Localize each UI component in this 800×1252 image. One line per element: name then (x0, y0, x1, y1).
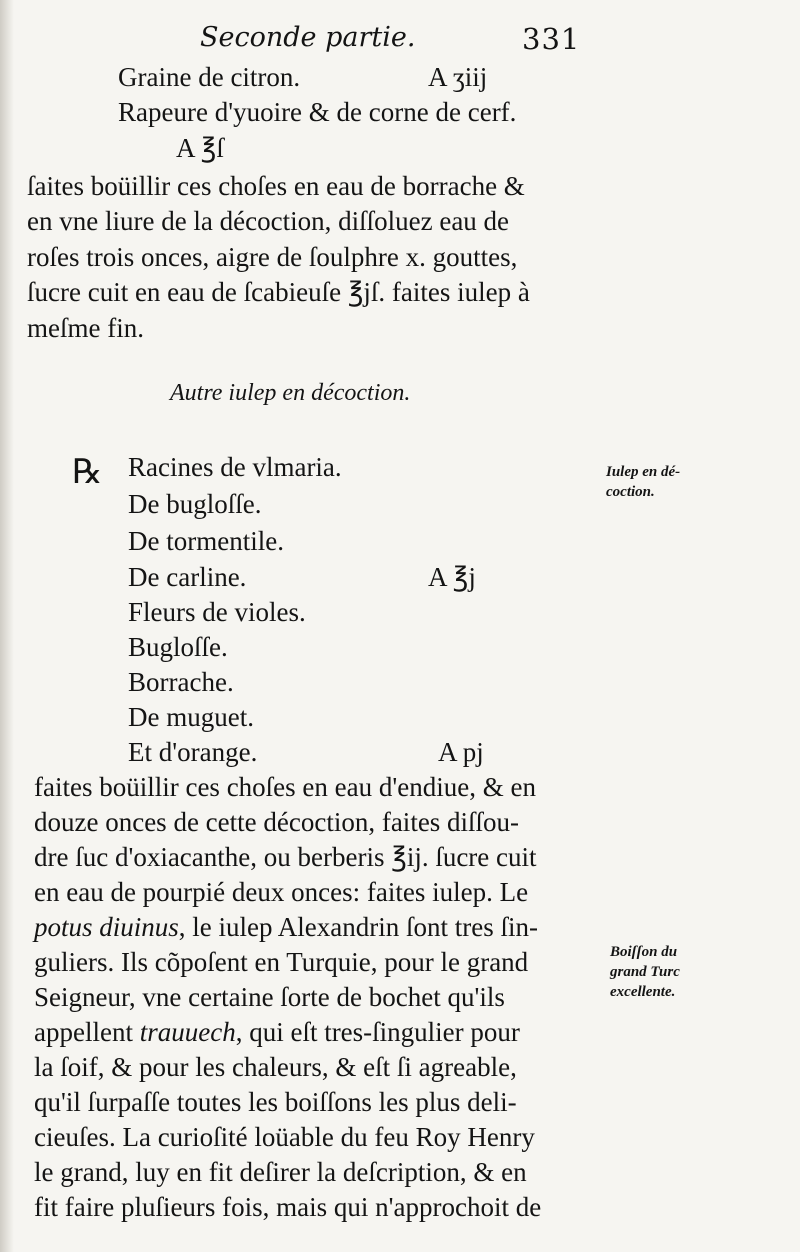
text-line: le grand, luy en fit deſirer la deſcription, & en (34, 1157, 527, 1187)
ingredient-item: Fleurs de violes. (128, 597, 306, 627)
page-gutter-shadow (0, 0, 14, 1252)
text-line: ſaites boüillir ces choſes en eau de borrache & (27, 171, 525, 201)
text-line: guliers. Ils cõpoſent en Turquie, pour le grand (34, 947, 529, 977)
margin-note-beverage (610, 942, 680, 1002)
foreign-term: trauuech (139, 1017, 236, 1047)
ingredient-item: De muguet. (128, 702, 254, 732)
margin-note-line: grand Turc (610, 964, 680, 980)
text-line: ſucre cuit en eau de ſcabieuſe ℥jſ. faites iulep à (27, 277, 530, 307)
recipe-line: Graine de citron. (118, 62, 301, 92)
text-line: qu'il ſurpaſſe toutes les boiſſons les plus deli- (34, 1087, 517, 1117)
text-line: Seigneur, vne certaine ſorte de bochet qu'ils (34, 982, 505, 1012)
margin-note-line: Boiſſon du (610, 944, 678, 960)
recipe-line: Rapeure d'yuoire & de corne de cerf. (118, 97, 517, 127)
text-line: meſme fin. (27, 313, 144, 343)
ingredient-item: Bugloſſe. (128, 632, 228, 662)
margin-note-line: coction. (606, 484, 655, 500)
ingredient-item: De bugloſſe. (128, 489, 262, 519)
text-run: , qui eſt tres-ſingulier pour (235, 1017, 520, 1047)
page-header (0, 22, 800, 62)
quantity: A pj (438, 737, 484, 767)
text-line: cieuſes. La curioſité loüable du feu Roy Henry (34, 1122, 535, 1152)
margin-note-julep (606, 462, 680, 502)
recipe-symbol: ℞ (72, 452, 103, 492)
text-line: roſes trois onces, aigre de ſoulphre x. gouttes, (27, 242, 518, 272)
ingredient-item: Borrache. (128, 667, 234, 697)
ingredient-item: Racines de vlmaria. (128, 452, 342, 482)
text-line (34, 912, 538, 943)
text-line: en vne liure de la décoction, diſſoluez eau de (27, 206, 510, 236)
text-line: en eau de pourpié deux onces: faites iulep. Le (34, 877, 529, 907)
ingredient-item: De carline. (128, 562, 247, 592)
running-head: Seconde partie. (200, 22, 416, 53)
text-line: faites boüillir ces choſes en eau d'endiue, & en (34, 772, 536, 802)
latin-term: potus diuinus (34, 912, 179, 942)
margin-note-line: excellente. (610, 984, 676, 1000)
text-run: , le iulep Alexandrin ſont tres ſin- (178, 912, 538, 942)
ingredient-item: Et d'orange. (128, 737, 258, 767)
text-line (34, 1017, 520, 1048)
text-line: dre ſuc d'oxiacanthe, ou berberis ℥ij. ſucre cuit (34, 842, 537, 872)
margin-note-line: Iulep en dé- (606, 464, 681, 480)
text-run: appellent (34, 1017, 133, 1047)
quantity: A ℥ſ (176, 133, 224, 163)
page-number: 331 (522, 22, 581, 56)
text-line: fit faire pluſieurs fois, mais qui n'approchoit de (34, 1192, 542, 1222)
text-line: douze onces de cette décoction, faites diſſou- (34, 807, 520, 837)
section-title: Autre iulep en décoction. (170, 380, 411, 406)
ingredient-item: De tormentile. (128, 526, 284, 556)
text-line: la ſoif, & pour les chaleurs, & eſt ſi agreable, (34, 1052, 517, 1082)
quantity: A ℥j (428, 562, 476, 592)
quantity: A ʒiij (428, 62, 488, 92)
